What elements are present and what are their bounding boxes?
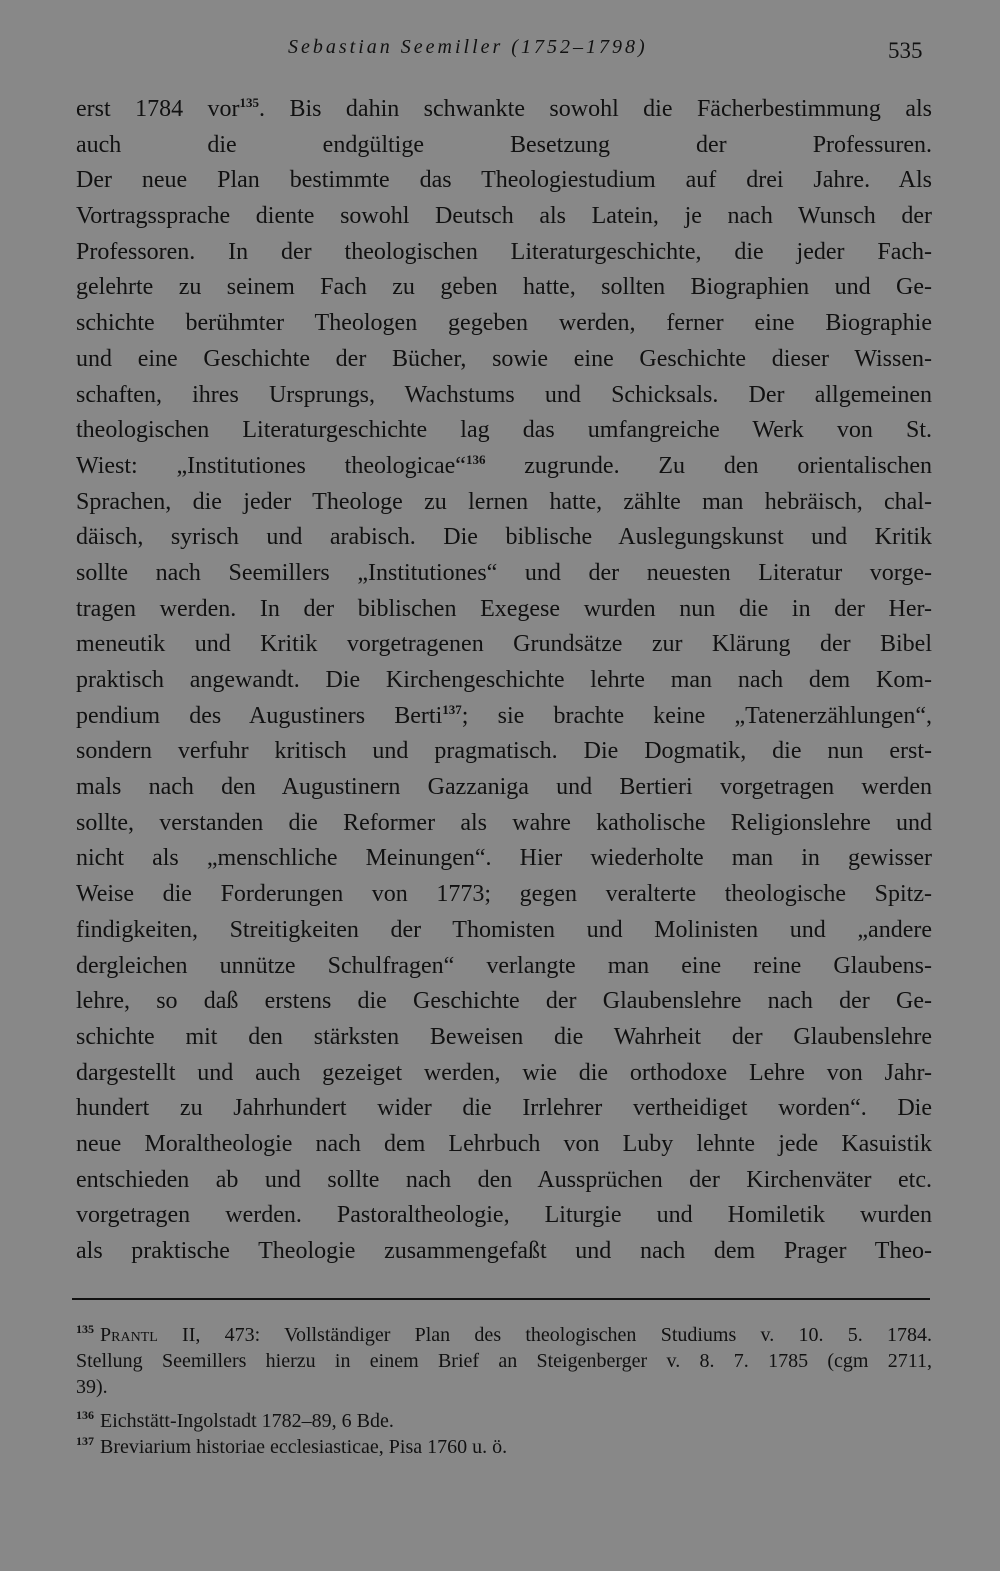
footnote-text: II, 473: Vollständiger Plan des theologischen Studiums v. 10. 5. 1784. <box>157 1324 932 1346</box>
text-segment: meneutik und Kritik vorgetragenen Grundsätze zur Klärung der Bibel <box>76 631 932 658</box>
text-line <box>76 1020 932 1056</box>
text-segment: mals nach den Augustinern Gazzaniga und Bertieri vorgetragen werden <box>76 774 932 801</box>
page-number: 535 <box>888 38 923 63</box>
footnote-136 <box>76 1408 932 1434</box>
text-segment: sondern verfuhr kritisch und pragmatisch. Die Dogmatik, die nun erst- <box>76 738 932 765</box>
text-line <box>76 485 932 521</box>
text-segment: zugrunde. Zu den orientalischen <box>485 452 932 479</box>
text-segment: Sprachen, die jeder Theologe zu lernen hatte, zählte man hebräisch, chal- <box>76 488 932 515</box>
text-segment: findigkeiten, Streitigkeiten der Thomisten und Molinisten und „andere <box>76 916 932 943</box>
text-line <box>76 627 932 663</box>
text-line <box>76 342 932 378</box>
footnote-author: Prantl <box>100 1324 158 1346</box>
text-line <box>76 949 932 985</box>
footnote-number: 137 <box>76 1434 94 1448</box>
text-line <box>76 378 932 414</box>
text-segment: gelehrte zu seinem Fach zu geben hatte, sollten Biographien und Ge- <box>76 274 932 301</box>
footnote-number: 136 <box>76 1408 94 1422</box>
text-line <box>76 1163 932 1199</box>
text-segment: . Bis dahin schwankte sowohl die Fächerbestimmung als <box>259 96 932 122</box>
text-segment: tragen werden. In der biblischen Exegese wurden nun die in der Her- <box>76 595 932 622</box>
text-segment: dergleichen unnütze Schulfragen“ verlangte man eine reine Glaubens- <box>76 952 932 979</box>
text-segment: als praktische Theologie zusammengefaßt und nach dem Prager Theo- <box>76 1238 932 1264</box>
text-line <box>76 520 932 556</box>
text-line <box>76 1091 932 1127</box>
footnote-135 <box>76 1322 932 1348</box>
text-line <box>76 984 932 1020</box>
text-line <box>76 913 932 949</box>
text-line <box>76 199 932 235</box>
text-segment: Der neue Plan bestimmte das Theologiestudium auf drei Jahre. Als <box>76 167 932 194</box>
text-segment: dargestellt und auch gezeiget werden, wie die orthodoxe Lehre von Jahr- <box>76 1059 932 1086</box>
text-segment: däisch, syrisch und arabisch. Die biblische Auslegungskunst und Kritik <box>76 524 932 551</box>
text-line <box>76 413 932 449</box>
text-segment: sollte, verstanden die Reformer als wahre katholische Religionslehre und <box>76 809 932 836</box>
text-line <box>76 1234 932 1270</box>
footnote-text: Eichstätt-Ingolstadt 1782–89, 6 Bde. <box>100 1410 394 1432</box>
text-segment: erst 1784 vor <box>76 96 240 122</box>
text-line <box>76 235 932 271</box>
text-segment: theologischen Literaturgeschichte lag das umfangreiche Werk von St. <box>76 417 932 444</box>
text-line <box>76 1056 932 1092</box>
text-line <box>76 841 932 877</box>
text-segment: schaften, ihres Ursprungs, Wachstums und Schicksals. Der allgemeinen <box>76 381 932 408</box>
footnote-137 <box>76 1434 932 1460</box>
text-line <box>76 663 932 699</box>
body-text <box>76 92 932 1270</box>
text-segment: lehre, so daß erstens die Geschichte der Glaubenslehre nach der Ge- <box>76 988 932 1015</box>
text-line <box>76 163 932 199</box>
text-segment: Professoren. In der theologischen Literaturgeschichte, die jeder Fach- <box>76 238 932 265</box>
footnote-text: Breviarium historiae ecclesiasticae, Pisa 1760 u. ö. <box>100 1436 508 1458</box>
text-segment: und eine Geschichte der Bücher, sowie eine Geschichte dieser Wissen- <box>76 345 932 372</box>
text-line <box>76 699 932 735</box>
text-line <box>76 92 932 128</box>
text-line <box>76 128 932 164</box>
footnote-reference: 135 <box>239 95 260 110</box>
text-segment: ; sie brachte keine „Tatenerzählungen“, <box>461 702 933 729</box>
text-segment: sollte nach Seemillers „Institutiones“ und der neuesten Literatur vorge- <box>76 559 932 586</box>
text-segment: Weise die Forderungen von 1773; gegen veralterte theologische Spitz- <box>76 881 932 908</box>
footnote-divider <box>72 1298 930 1300</box>
footnote-reference: 136 <box>465 451 486 467</box>
footnote-135-line-3: 39). <box>76 1376 108 1398</box>
text-segment: Wiest: „Institutiones theologicae“ <box>76 452 466 479</box>
running-title: Sebastian Seemiller (1752–1798) <box>288 36 648 58</box>
text-segment: schichte berühmter Theologen gegeben werden, ferner eine Biographie <box>76 310 932 337</box>
text-line <box>76 770 932 806</box>
footnotes <box>76 1322 932 1460</box>
text-line <box>76 806 932 842</box>
text-line <box>76 270 932 306</box>
text-segment: Vortragssprache diente sowohl Deutsch als Latein, je nach Wunsch der <box>76 203 932 230</box>
text-segment: praktisch angewandt. Die Kirchengeschichte lehrte man nach dem Kom- <box>76 667 932 693</box>
text-segment: hundert zu Jahrhundert wider die Irrlehrer vertheidiget worden“. Die <box>76 1095 932 1122</box>
footnote-reference: 137 <box>442 701 462 717</box>
text-line <box>76 306 932 342</box>
text-line <box>76 556 932 592</box>
text-line <box>76 734 932 770</box>
text-line <box>76 592 932 628</box>
text-line <box>76 1198 932 1234</box>
page-header <box>0 28 1000 78</box>
text-segment: entschieden ab und sollte nach den Aussprüchen der Kirchenväter etc. <box>76 1166 932 1193</box>
text-line <box>76 877 932 913</box>
footnote-number: 135 <box>76 1322 94 1336</box>
text-segment: pendium des Augustiners Berti <box>76 702 443 729</box>
text-segment: nicht als „menschliche Meinungen“. Hier wiederholte man in gewisser <box>76 845 932 872</box>
text-segment: neue Moraltheologie nach dem Lehrbuch von Luby lehnte jede Kasuistik <box>76 1130 932 1157</box>
text-segment: auch die endgültige Besetzung der Professuren. <box>76 131 932 158</box>
text-segment: vorgetragen werden. Pastoraltheologie, Liturgie und Homiletik wurden <box>76 1202 932 1229</box>
text-line <box>76 449 932 485</box>
text-line <box>76 1127 932 1163</box>
footnote-135-line-2: Stellung Seemillers hierzu in einem Brief an Steigenberger v. 8. 7. 1785 (cgm 2711, <box>76 1350 932 1372</box>
text-segment: schichte mit den stärksten Beweisen die Wahrheit der Glaubenslehre <box>76 1023 932 1050</box>
